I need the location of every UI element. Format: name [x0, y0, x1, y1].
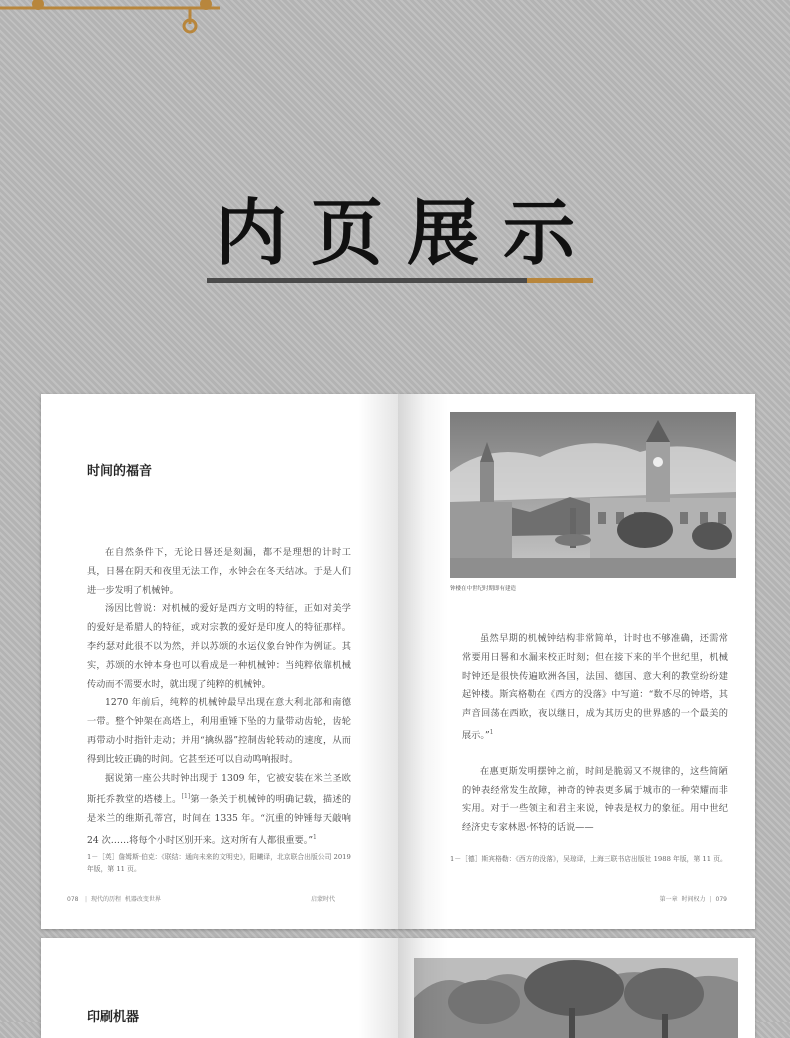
- circuit-decoration: [0, 0, 260, 60]
- page-number: 079: [715, 896, 727, 903]
- paragraph-text: 虽然早期的机械钟结构非常简单，计时也不够准确，还需常常要用日晷和水漏来校正时刻；但在接下来的半个世纪里，机械时钟还是很快传遍欧洲各国，法国、德国、意大利的教堂纷纷建起钟楼。斯宾格勒在《西方的没落》中写道：“数不尽的钟塔，其声音回荡在西欧，夜以继日，成为其历史的世界感的一个最美的展示。”: [462, 633, 728, 742]
- paragraph: [87, 770, 351, 851]
- book-spread-2: [41, 938, 755, 1038]
- right-page-footer: [660, 894, 727, 903]
- paragraph-text: 据说第一座公共时钟出现于 1309 年，它被安装在米兰圣欧斯托乔教堂的塔楼上。: [87, 772, 351, 806]
- page-number: 078: [67, 896, 79, 903]
- footnote-marker: 1: [313, 834, 317, 842]
- paragraph: 在自然条件下，无论日晷还是刻漏，都不是理想的计时工具，日晷在阴天和夜里无法工作，水钟会在冬天结冰。于是人们进一步发明了机械钟。: [87, 547, 351, 596]
- footnote: 1－［德］斯宾格勒：《西方的没落》，吴琼译，上海三联书店出版社 1988 年版，第 11 页。: [450, 855, 727, 863]
- left-page-body: [87, 544, 351, 851]
- photo-caption: 钟楼在中世纪时期即有建造: [450, 586, 517, 592]
- book-spread-1: [41, 394, 755, 929]
- clock-tower-photo: [450, 412, 736, 578]
- footnote: 1－［英］詹姆斯·伯克：《联结：通向未来的文明史》，阳曦译，北京联合出版公司 2019 年版，第 11 页。: [87, 853, 351, 873]
- section-heading: 内页展示: [214, 191, 599, 275]
- forest-engraving-photo: [414, 958, 738, 1038]
- left-page: [41, 938, 398, 1038]
- paragraph-text: 第一条关于机械钟的明确记载，描述的是米兰的维斯孔蒂宫，时间在 1335 年。“沉重的钟锤每天敲响 24 次……将每个小时区别开来。这对所有人都很重要。”: [87, 794, 352, 847]
- footer-separator: |: [709, 896, 712, 903]
- running-chapter-title: 时间权力: [681, 896, 706, 903]
- running-subtitle: 机器改变世界: [124, 896, 161, 903]
- heading-underline-gold: [527, 278, 593, 283]
- footnote-marker: 1: [489, 728, 494, 736]
- paragraph: 汤因比曾说：对机械的爱好是西方文明的特征，正如对美学的爱好是希腊人的特征，或对宗教的爱好是印度人的特征那样。李约瑟对此很不以为然，并以苏颂的水运仪象台钟作为例证。其实，苏颂的水钟本身也可以看成是一种机械钟：当纯粹依靠机械传动而不需要水时，就出现了纯粹的机械钟。: [87, 603, 351, 690]
- chapter-title: 时间的福音: [87, 464, 153, 479]
- footer-separator: |: [85, 896, 88, 903]
- right-page-body: [462, 630, 728, 838]
- left-page-footer: [67, 894, 357, 903]
- paragraph: [462, 630, 728, 746]
- running-book-title: 现代的历程: [91, 896, 122, 903]
- chapter-title: 印刷机器: [87, 1010, 140, 1025]
- running-section: 启蒙时代: [310, 896, 335, 903]
- running-chapter: 第一章: [659, 896, 678, 903]
- paragraph: 在惠更斯发明摆钟之前，时间是脆弱又不规律的，这些简陋的钟表经常发生故障，神奇的钟表更多属于城市的一种荣耀而非实用。对于一些领主和君主来说，钟表是权力的象征。用中世纪经济史专家林恩·怀特的话说——: [462, 765, 728, 834]
- heading-underline-dark: [207, 278, 527, 283]
- paragraph: 1270 年前后，纯粹的机械钟最早出现在意大利北部和南德一带。整个钟架在高塔上，利用重锤下坠的力量带动齿轮，齿轮再带动小时指针走动；并用“擒纵器”控制齿轮转动的速度，从而得到比较正确的时间。它甚至还可以自动鸣响报时。: [87, 697, 351, 765]
- left-page: [41, 394, 398, 929]
- right-page: [398, 938, 755, 1038]
- note-marker: [1]: [181, 793, 191, 801]
- right-page: [398, 394, 755, 929]
